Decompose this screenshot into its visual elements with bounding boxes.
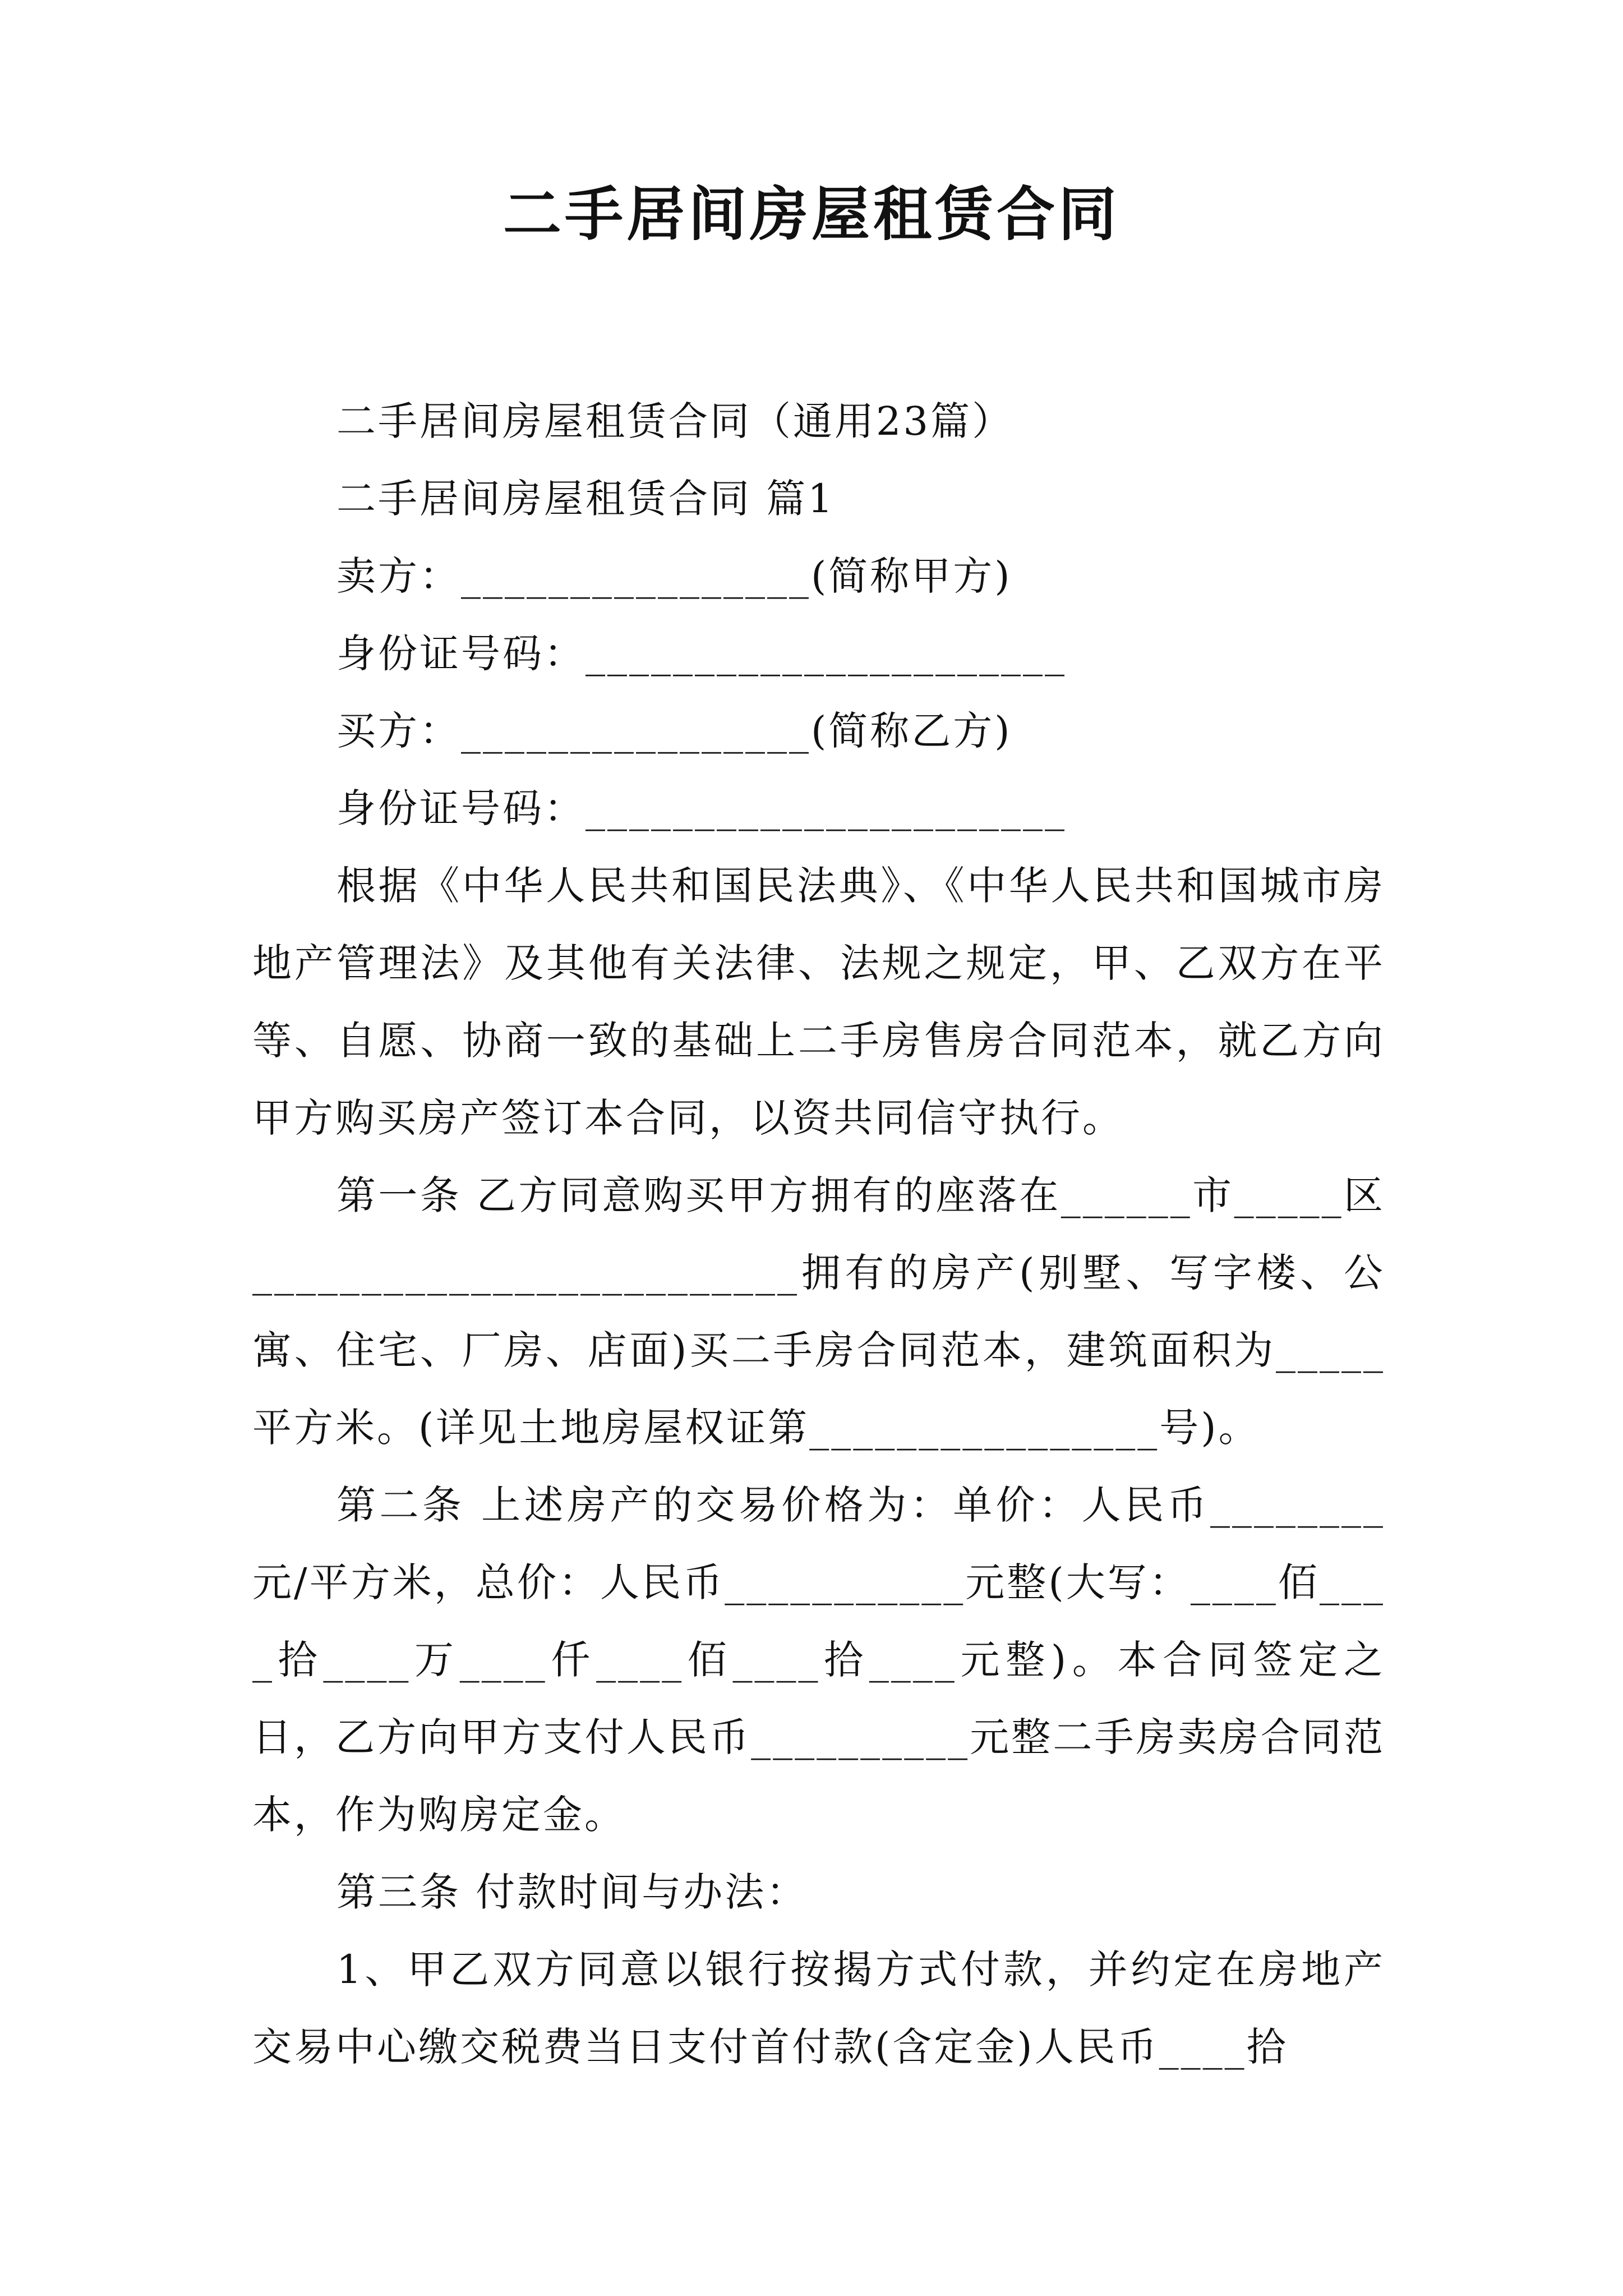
article-3-heading: 第三条 付款时间与办法： — [336, 1869, 808, 1915]
section-heading: 二手居间房屋租赁合同 篇1 — [336, 476, 835, 522]
subtitle-line: 二手居间房屋租赁合同（通用23篇） — [336, 398, 1014, 444]
seller-id-field: 身份证号码：______________________ — [336, 631, 1067, 677]
buyer-field: 买方：________________(简称乙方) — [336, 708, 1012, 754]
article-3-item-1: 1、甲乙双方同意以银行按揭方式付款，并约定在房地产交易中心缴交税费当日支付首付款(含定金)人民币____拾 — [252, 1947, 1385, 2070]
article-2-paragraph: 第二条 上述房产的交易价格为：单价：人民币________元/平方米，总价：人民币___________元整(大写：____佰____拾____万____仟____佰____拾____元整)。本合同签定之日，乙方向甲方支付人民币__________元整二手房卖房合同范本，作为购房定金。 — [252, 1482, 1385, 1838]
article-1-paragraph: 第一条 乙方同意购买甲方拥有的座落在______市_____区_________________________拥有的房产(别墅、写字楼、公寓、住宅、厂房、店面)买二手房合同范本，建筑面积为_____平方米。(详见土地房屋权证第________________号)。 — [252, 1172, 1385, 1451]
document-title: 二手居间房屋租赁合同 — [502, 180, 1120, 249]
preamble-paragraph: 根据《中华人民共和国民法典》、《中华人民共和国城市房地产管理法》及其他有关法律、法规之规定，甲、乙双方在平等、自愿、协商一致的基础上二手房售房合同范本，就乙方向甲方购买房产签订本合同，以资共同信守执行。 — [252, 863, 1385, 1141]
seller-field: 卖方：________________(简称甲方) — [336, 553, 1012, 599]
buyer-id-field: 身份证号码：______________________ — [336, 785, 1067, 831]
document-body — [252, 383, 1385, 2086]
